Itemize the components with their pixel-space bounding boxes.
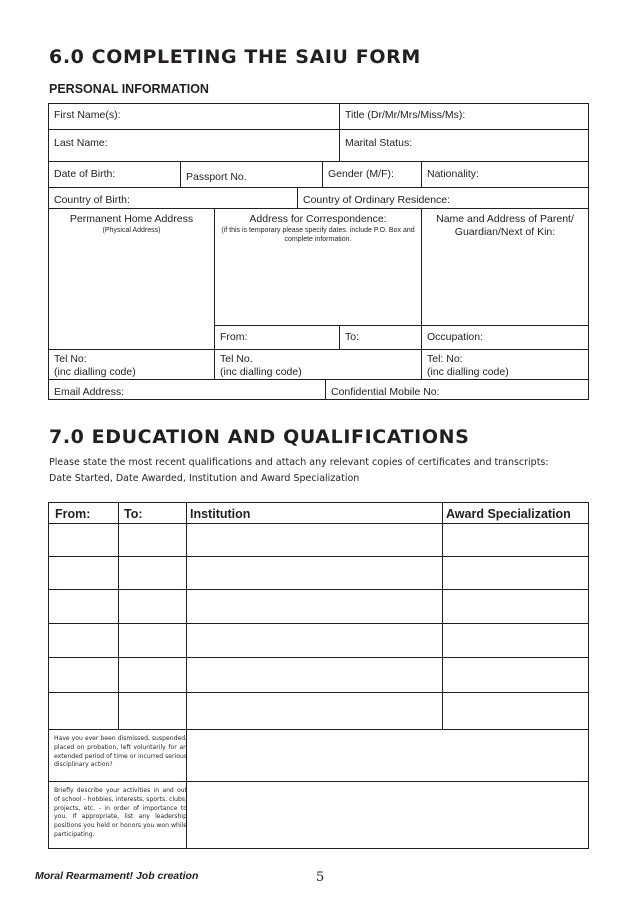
section-7-title: 7.0 EDUCATION AND QUALIFICATIONS xyxy=(49,426,470,448)
table-row[interactable] xyxy=(49,658,588,692)
column-header-institution: Institution xyxy=(190,507,251,521)
tel-parent-label: Tel: No: xyxy=(427,353,463,365)
date-of-birth-field[interactable]: Date of Birth: xyxy=(54,168,116,180)
correspondence-address-label: Address for Correspondence: xyxy=(249,213,387,225)
nationality-field[interactable]: Nationality: xyxy=(427,168,479,180)
tel-correspondence-label: Tel No. xyxy=(220,353,253,365)
personal-information-grid xyxy=(48,103,589,400)
mobile-field[interactable]: Confidential Mobile No: xyxy=(331,386,440,398)
occupation-field[interactable]: Occupation: xyxy=(427,331,484,343)
personal-information-heading: PERSONAL INFORMATION xyxy=(49,82,209,96)
to-field[interactable]: To: xyxy=(345,331,360,343)
column-header-from: From: xyxy=(55,507,91,521)
title-field[interactable]: Title (Dr/Mr/Mrs/Miss/Ms): xyxy=(345,109,466,121)
email-field[interactable]: Email Address: xyxy=(54,386,125,398)
from-field[interactable]: From: xyxy=(220,331,248,343)
home-address-input-area[interactable] xyxy=(49,236,214,325)
table-row[interactable] xyxy=(49,524,588,556)
tel-home-hint: (inc dialling code) xyxy=(54,366,136,378)
country-of-birth-field[interactable]: Country of Birth: xyxy=(54,194,130,206)
table-row[interactable] xyxy=(49,624,588,657)
disciplinary-question: Have you ever been dismissed, suspended, placed on probation, left voluntarily for an extended period of time or incurred serious disciplinary action? xyxy=(54,735,187,769)
grid-line xyxy=(214,325,588,326)
column-header-to: To: xyxy=(124,507,143,521)
page-number: 5 xyxy=(316,870,325,885)
grid-line xyxy=(49,161,588,162)
table-row[interactable] xyxy=(49,693,588,729)
footer-slogan: Moral Rearmament! Job creation xyxy=(35,870,199,882)
last-name-field[interactable]: Last Name: xyxy=(54,137,108,149)
table-row[interactable] xyxy=(49,557,588,589)
column-header-award: Award Specialization xyxy=(446,507,571,521)
disciplinary-answer-area[interactable] xyxy=(187,730,588,781)
education-intro-line-1: Please state the most recent qualifications and attach any relevant copies of certificates and transcripts: xyxy=(49,457,549,468)
parent-guardian-address-label: Name and Address of Parent/ Guardian/Next of Kin: xyxy=(436,213,574,238)
home-address-label: Permanent Home Address xyxy=(69,213,194,225)
education-intro-line-2: Date Started, Date Awarded, Institution and Award Specialization xyxy=(49,473,360,484)
tel-parent-field[interactable] xyxy=(422,350,588,382)
marital-status-field[interactable]: Marital Status: xyxy=(345,137,413,149)
grid-line xyxy=(49,187,588,188)
table-row[interactable] xyxy=(49,590,588,623)
activities-answer-area[interactable] xyxy=(187,782,588,848)
correspondence-address-note: (if this is temporary please specify dates. include P.O. Box and complete information. xyxy=(221,227,415,243)
country-of-residence-field[interactable]: Country of Ordinary Residence: xyxy=(303,194,451,206)
passport-number-field[interactable]: Passport No. xyxy=(186,171,247,183)
activities-question: Briefly describe your activities in and out of school - hobbies, interests, sports, clubs, projects, etc. - in order of importance to you. If appropriate, list any leadership positions you held or honors you won while participating. xyxy=(54,787,187,838)
tel-correspondence-field[interactable] xyxy=(215,350,421,382)
tel-correspondence-hint: (inc dialling code) xyxy=(220,366,302,378)
tel-home-field[interactable] xyxy=(49,350,214,382)
tel-home-label: Tel No: xyxy=(54,353,87,365)
first-name-field[interactable]: First Name(s): xyxy=(54,109,121,121)
section-6-title: 6.0 COMPLETING THE SAIU FORM xyxy=(49,46,421,68)
gender-field[interactable]: Gender (M/F): xyxy=(328,168,394,180)
tel-parent-hint: (inc dialling code) xyxy=(427,366,509,378)
home-address-note: (Physical Address) xyxy=(102,227,161,234)
grid-line xyxy=(49,129,588,130)
education-table xyxy=(48,502,589,849)
